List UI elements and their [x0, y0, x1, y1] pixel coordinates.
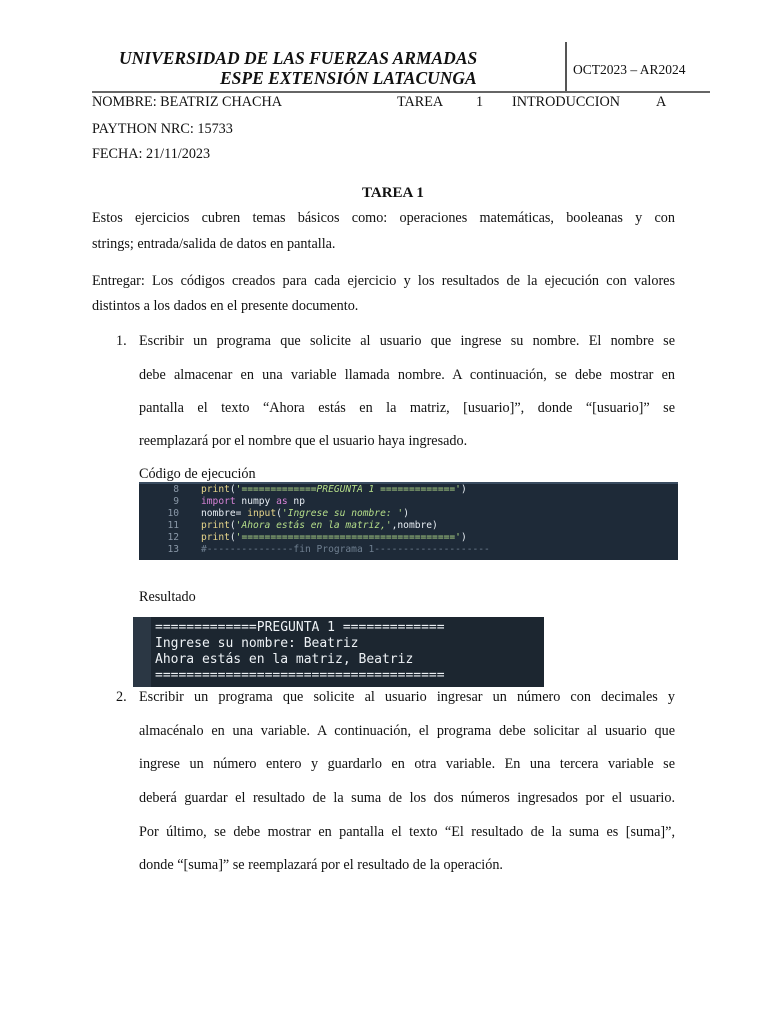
- header-divider-vertical: [565, 42, 567, 93]
- code-token: import: [201, 496, 236, 507]
- code-token: nombre=: [201, 508, 248, 519]
- code-token: as: [276, 496, 288, 507]
- terminal-gutter: [133, 617, 151, 687]
- assignment-word-3: INTRODUCCION: [512, 94, 620, 110]
- terminal-line: =====================================: [155, 668, 445, 683]
- code-token: (: [276, 508, 282, 519]
- item-1-line-4: reemplazará por el nombre que el usuario haya ingresado.: [139, 433, 468, 449]
- code-token: (: [229, 532, 236, 543]
- code-token: print: [201, 484, 230, 495]
- intro-p1-line-1: Estos ejercicios cubren temas básicos como: operaciones matemáticas, booleanas y con: [92, 210, 675, 226]
- code-token: ,nombre): [391, 520, 438, 531]
- code-screenshot: [139, 482, 678, 560]
- code-token: input: [247, 508, 277, 519]
- code-token: numpy: [235, 496, 277, 507]
- code-comment: #---------------fin Programa 1--------------------: [201, 544, 490, 555]
- code-token: (: [229, 520, 236, 531]
- code-token: ): [460, 484, 467, 495]
- item-2-line-3: ingrese un número entero y guardarlo en otra variable. En una tercera variable se: [139, 756, 675, 772]
- university-name: UNIVERSIDAD DE LAS FUERZAS ARMADAS: [119, 48, 478, 68]
- item-2-number: 2.: [116, 689, 127, 705]
- line-number: 9: [173, 496, 179, 507]
- code-token: ): [403, 508, 409, 519]
- code-token: 'Ahora estás en la matriz,': [235, 520, 392, 531]
- item-1-line-3: pantalla el texto “Ahora estás en la matriz, [usuario]”, donde “[usuario]” se: [139, 400, 675, 416]
- item-2-line-2: almacénalo en una variable. A continuación, el programa debe solicitar al usuario que: [139, 723, 675, 739]
- item-2-line-6: donde “[suma]” se reemplazará por el resultado de la operación.: [139, 857, 503, 873]
- item-2-line-1: Escribir un programa que solicite al usuario ingresar un número con decimales y: [139, 689, 675, 705]
- code-token: 'Ingrese su nombre: ': [281, 508, 404, 519]
- code-token: print: [201, 520, 230, 531]
- line-number: 11: [167, 520, 179, 531]
- code-token: (: [229, 484, 236, 495]
- campus-name: ESPE EXTENSIÓN LATACUNGA: [220, 68, 477, 88]
- line-number: 10: [167, 508, 179, 519]
- student-name: NOMBRE: BEATRIZ CHACHA: [92, 94, 282, 110]
- terminal-line: Ahora estás en la matriz, Beatriz: [155, 652, 414, 667]
- line-number: 12: [167, 532, 179, 543]
- code-label: Código de ejecución: [139, 466, 256, 482]
- intro-p2-line-2: distintos a los dados en el presente documento.: [92, 298, 359, 314]
- terminal-line: Ingrese su nombre: Beatriz: [155, 636, 359, 651]
- code-token: '=============PREGUNTA 1 =============': [235, 484, 461, 495]
- line-number: 13: [167, 544, 179, 555]
- academic-period: OCT2023 – AR2024: [573, 62, 686, 77]
- intro-p2-line-1: Entregar: Los códigos creados para cada ejercicio y los resultados de la ejecución con valores: [92, 273, 675, 289]
- item-1-number: 1.: [116, 333, 127, 349]
- item-1-line-1: Escribir un programa que solicite al usuario que ingrese su nombre. El nombre se: [139, 333, 675, 349]
- code-token: ): [460, 532, 467, 543]
- terminal-output-screenshot: [133, 617, 544, 687]
- assignment-word-4: A: [656, 94, 667, 110]
- intro-p1-line-2: strings; entrada/salida de datos en pantalla.: [92, 236, 336, 252]
- date: FECHA: 21/11/2023: [92, 146, 211, 162]
- assignment-word-1: TAREA: [397, 94, 444, 110]
- result-label: Resultado: [139, 589, 196, 605]
- code-token: np: [287, 496, 305, 507]
- item-2-line-5: Por último, se debe mostrar en pantalla el texto “El resultado de la suma es [suma]”,: [139, 824, 675, 840]
- code-token: print: [201, 532, 230, 543]
- line-number: 8: [173, 484, 179, 495]
- document-title: TAREA 1: [362, 185, 424, 201]
- item-2-line-4: deberá guardar el resultado de la suma de los dos números ingresados por el usuario.: [139, 790, 675, 806]
- assignment-word-2: 1: [476, 94, 484, 110]
- terminal-line: =============PREGUNTA 1 =============: [155, 620, 445, 635]
- code-token: '=====================================': [235, 532, 461, 543]
- course-nrc: PAYTHON NRC: 15733: [92, 121, 233, 137]
- item-1-line-2: debe almacenar en una variable llamada nombre. A continuación, se debe mostrar en: [139, 367, 675, 383]
